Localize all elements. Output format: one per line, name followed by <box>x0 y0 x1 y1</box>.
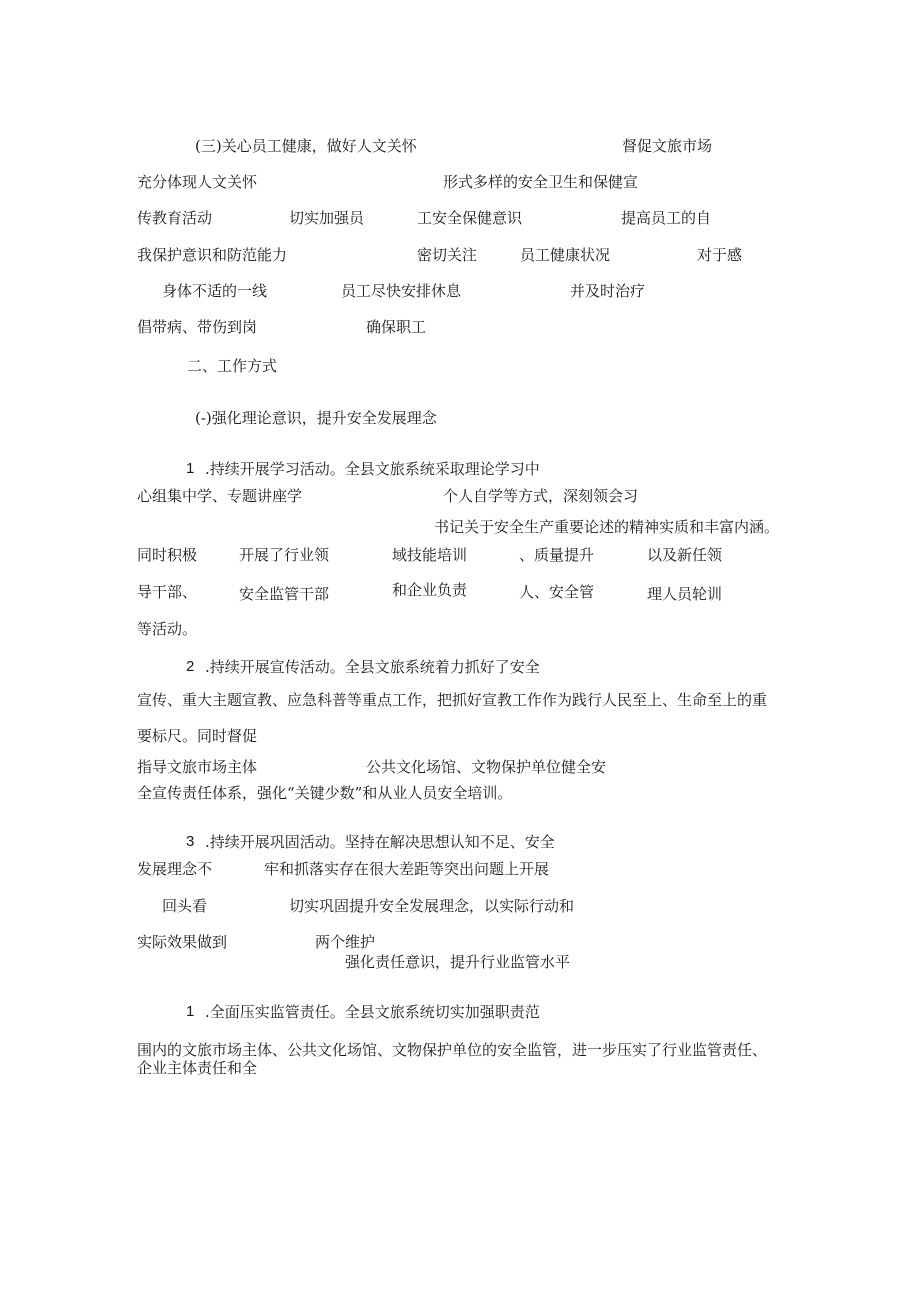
item-publicity-line1: .持续开展宣传活动。全县文旅系统着力抓好了安全 <box>205 658 540 676</box>
text-fragment: 理人员轮训 <box>647 585 723 603</box>
text-fragment: 回头看 <box>162 897 208 915</box>
item-consolidate-line1: .持续开展巩固活动。坚持在解决思想认知不足、安全 <box>205 833 555 851</box>
text-fragment: 和企业负责 <box>392 581 468 599</box>
text-fragment: 安全监管干部 <box>239 585 330 603</box>
text-fragment: 开展了行业领 <box>239 546 330 564</box>
text-fragment: 充分体现人文关怀 <box>137 173 258 191</box>
text-fragment: 员工尽快安排休息 <box>341 282 462 300</box>
text-fragment: 域技能培训 <box>392 546 468 564</box>
text-fragment: 等活动。 <box>137 620 198 638</box>
item-study-line1: .持续开展学习活动。全县文旅系统采取理论学习中 <box>205 460 540 478</box>
item-publicity-line2: 宣传、重大主题宣教、应急科普等重点工作，把抓好宣教工作作为践行人民至上、生命至上的重 <box>137 691 768 709</box>
text-fragment: 切实加强员 <box>289 209 365 227</box>
text-fragment: 督促文旅市场 <box>622 137 713 155</box>
subsection-heading-theory: (-)强化理论意识，提升安全发展理念 <box>195 409 437 427</box>
text-fragment: 工安全保健意识 <box>417 209 523 227</box>
text-fragment: 对于感 <box>697 246 743 264</box>
item-number: 2 <box>186 658 195 675</box>
item-responsibility-line2: 围内的文旅市场主体、公共文化场馆、文物保护单位的安全监管，进一步压实了行业监管责任、 <box>137 1041 768 1059</box>
text-fragment: 公共文化场馆、文物保护单位健全安 <box>366 758 607 776</box>
text-fragment: 实际效果做到 <box>137 933 228 951</box>
section-heading-care: (三)关心员工健康，做好人文关怀 <box>195 137 417 155</box>
text-fragment: 导干部、 <box>137 583 198 601</box>
text-fragment: 员工健康状况 <box>520 246 611 264</box>
text-fragment: 个人自学等方式，深刻领会习 <box>443 487 639 505</box>
text-fragment: 传教育活动 <box>137 209 213 227</box>
subsection-heading-responsibility: 强化责任意识，提升行业监管水平 <box>345 953 571 971</box>
item-responsibility-line3: 企业主体责任和全 <box>137 1059 258 1077</box>
item-number: 3 <box>186 833 195 850</box>
text-fragment: 发展理念不 <box>137 860 213 878</box>
text-fragment: 密切关注 <box>417 246 478 264</box>
text-fragment: 切实巩固提升安全发展理念，以实际行动和 <box>289 897 575 915</box>
text-fragment: 并及时治疗 <box>570 282 646 300</box>
item-number: 1 <box>186 1003 195 1020</box>
section-heading-method: 二、工作方式 <box>187 357 278 375</box>
item-publicity-line5: 全宣传责任体系，强化“关键少数”和从业人员安全培训。 <box>137 784 513 802</box>
text-fragment: 确保职工 <box>366 318 427 336</box>
text-fragment: 形式多样的安全卫生和保健宣 <box>443 173 639 191</box>
text-fragment: 、质量提升 <box>519 546 595 564</box>
item-number: 1 <box>186 460 195 477</box>
text-fragment: 牢和抓落实存在很大差距等突出问题上开展 <box>264 860 550 878</box>
text-fragment: 书记关于安全生产重要论述的精神实质和丰富内涵。 <box>434 518 780 536</box>
text-fragment: 倡带病、带伤到岗 <box>137 318 258 336</box>
item-responsibility-line1: .全面压实监管责任。全县文旅系统切实加强职责范 <box>205 1003 540 1021</box>
text-fragment: 身体不适的一线 <box>162 282 268 300</box>
text-fragment: 指导文旅市场主体 <box>137 758 258 776</box>
item-publicity-line3: 要标尺。同时督促 <box>137 727 258 745</box>
text-fragment: 以及新任领 <box>647 546 723 564</box>
text-fragment: 人、安全管 <box>519 583 595 601</box>
text-fragment: 我保护意识和防范能力 <box>137 246 288 264</box>
text-fragment: 提高员工的自 <box>621 209 712 227</box>
text-fragment: 同时积极 <box>137 546 198 564</box>
text-fragment: 两个维护 <box>315 933 376 951</box>
text-fragment: 心组集中学、专题讲座学 <box>137 487 303 505</box>
